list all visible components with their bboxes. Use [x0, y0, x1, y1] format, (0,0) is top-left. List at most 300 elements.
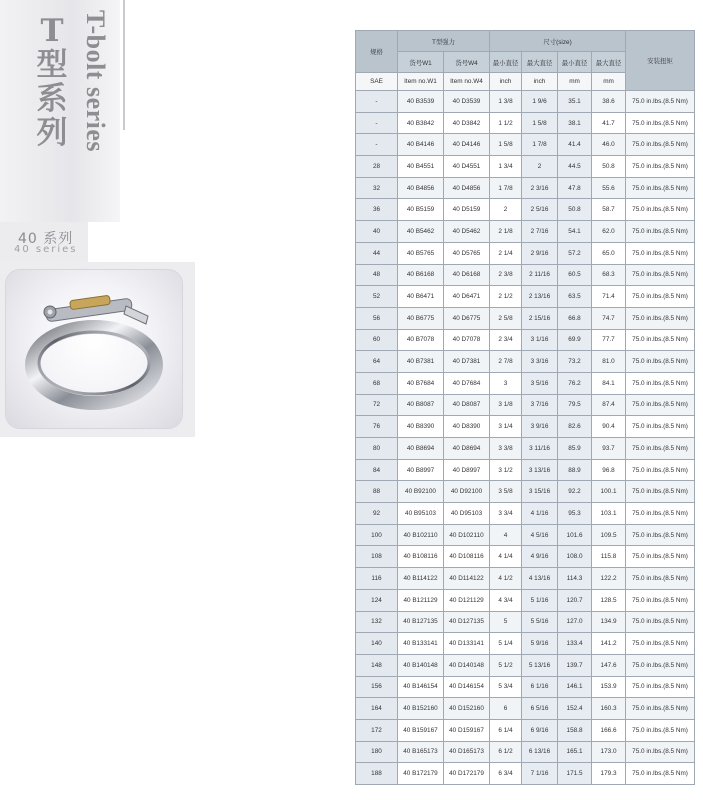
table-cell: 95.3 — [558, 503, 592, 525]
table-cell: 5 3/4 — [490, 676, 522, 698]
table-row — [356, 676, 695, 698]
table-row — [356, 568, 695, 590]
table-cell: 7 1/16 — [522, 763, 558, 785]
table-cell: 1 3/4 — [490, 156, 522, 178]
table-cell: 40 B172179 — [398, 763, 444, 785]
table-cell: 108.0 — [558, 546, 592, 568]
table-row — [356, 633, 695, 655]
table-cell: 62.0 — [592, 221, 626, 243]
table-cell: 75.0 in.lbs.(8.5 Nm) — [626, 698, 695, 720]
table-row — [356, 394, 695, 416]
table-cell: 40 B114122 — [398, 568, 444, 590]
table-cell: 55.6 — [592, 177, 626, 199]
table-cell: 40 B133141 — [398, 633, 444, 655]
table-cell: 156 — [356, 676, 398, 698]
table-cell: - — [356, 91, 398, 113]
table-cell: 2 — [522, 156, 558, 178]
table-cell: 84.1 — [592, 372, 626, 394]
table-cell: 3 13/16 — [522, 459, 558, 481]
table-cell: 75.0 in.lbs.(8.5 Nm) — [626, 524, 695, 546]
table-cell: 75.0 in.lbs.(8.5 Nm) — [626, 329, 695, 351]
table-cell: 73.2 — [558, 351, 592, 373]
table-cell: 40 B7684 — [398, 372, 444, 394]
table-cell: 40 B165173 — [398, 741, 444, 763]
table-cell: 40 B6471 — [398, 286, 444, 308]
table-row — [356, 307, 695, 329]
table-cell: 93.7 — [592, 438, 626, 460]
table-cell: 80 — [356, 438, 398, 460]
table-cell: 3 7/16 — [522, 394, 558, 416]
table-cell: 188 — [356, 763, 398, 785]
table-cell: 3 9/16 — [522, 416, 558, 438]
table-cell: 40 D6168 — [444, 264, 490, 286]
table-cell: 40 D95103 — [444, 503, 490, 525]
table-cell: 122.2 — [592, 568, 626, 590]
table-cell: 40 D121129 — [444, 589, 490, 611]
table-row — [356, 264, 695, 286]
table-cell: 92.2 — [558, 481, 592, 503]
table-cell: 2 3/4 — [490, 329, 522, 351]
spec-table — [355, 30, 695, 785]
table-cell: 4 5/16 — [522, 524, 558, 546]
table-cell: 75.0 in.lbs.(8.5 Nm) — [626, 459, 695, 481]
table-row — [356, 438, 695, 460]
table-cell: 75.0 in.lbs.(8.5 Nm) — [626, 503, 695, 525]
table-cell: 132 — [356, 611, 398, 633]
table-cell: 57.2 — [558, 242, 592, 264]
table-cell: 41.7 — [592, 112, 626, 134]
table-cell: 3 1/4 — [490, 416, 522, 438]
table-cell: 75.0 in.lbs.(8.5 Nm) — [626, 676, 695, 698]
table-cell: 75.0 in.lbs.(8.5 Nm) — [626, 719, 695, 741]
table-cell: 60.5 — [558, 264, 592, 286]
table-cell: 75.0 in.lbs.(8.5 Nm) — [626, 112, 695, 134]
table-row — [356, 351, 695, 373]
table-cell: 108 — [356, 546, 398, 568]
table-cell: 40 — [356, 221, 398, 243]
table-cell: 1 5/8 — [522, 112, 558, 134]
table-cell: 1 9/6 — [522, 91, 558, 113]
table-cell: 40 B3842 — [398, 112, 444, 134]
table-cell: 75.0 in.lbs.(8.5 Nm) — [626, 372, 695, 394]
table-cell: 40 D146154 — [444, 676, 490, 698]
table-cell: 40 B152160 — [398, 698, 444, 720]
header-spec: 规格 — [356, 31, 398, 73]
table-cell: 2 7/8 — [490, 351, 522, 373]
table-cell: 6 1/16 — [522, 676, 558, 698]
table-cell: 152.4 — [558, 698, 592, 720]
table-cell: 88 — [356, 481, 398, 503]
header-size: 尺寸(size) — [490, 31, 626, 52]
table-cell: 6 1/2 — [490, 741, 522, 763]
table-cell: 40 D4146 — [444, 134, 490, 156]
table-cell: 2 5/16 — [522, 199, 558, 221]
table-cell: 133.4 — [558, 633, 592, 655]
divider-line — [123, 0, 125, 130]
table-cell: 173.0 — [592, 741, 626, 763]
table-cell: 2 3/8 — [490, 264, 522, 286]
table-cell: 147.6 — [592, 654, 626, 676]
table-cell: 75.0 in.lbs.(8.5 Nm) — [626, 394, 695, 416]
table-cell: 40 D8390 — [444, 416, 490, 438]
table-cell: 96.8 — [592, 459, 626, 481]
table-cell: 82.6 — [558, 416, 592, 438]
spec-table-body — [356, 91, 695, 785]
table-cell: 36 — [356, 199, 398, 221]
table-cell: 40 D102110 — [444, 524, 490, 546]
table-row — [356, 589, 695, 611]
table-cell: 60 — [356, 329, 398, 351]
table-cell: 158.8 — [558, 719, 592, 741]
table-cell: 40 D127135 — [444, 611, 490, 633]
table-cell: - — [356, 134, 398, 156]
table-cell: 109.5 — [592, 524, 626, 546]
table-cell: 3 11/16 — [522, 438, 558, 460]
table-cell: 2 5/8 — [490, 307, 522, 329]
table-cell: 2 3/16 — [522, 177, 558, 199]
table-cell: 75.0 in.lbs.(8.5 Nm) — [626, 481, 695, 503]
table-cell: 1 7/8 — [490, 177, 522, 199]
table-cell: 114.3 — [558, 568, 592, 590]
table-cell: 85.9 — [558, 438, 592, 460]
table-cell: 40 B5462 — [398, 221, 444, 243]
table-cell: 44.5 — [558, 156, 592, 178]
table-cell: 75.0 in.lbs.(8.5 Nm) — [626, 589, 695, 611]
table-cell: 40 D8694 — [444, 438, 490, 460]
header-w4: 货号W4 — [444, 52, 490, 73]
table-cell: 6 — [490, 698, 522, 720]
table-cell: 63.5 — [558, 286, 592, 308]
table-cell: 64 — [356, 351, 398, 373]
unit-cell: inch — [490, 73, 522, 91]
table-cell: 40 B8997 — [398, 459, 444, 481]
table-row — [356, 156, 695, 178]
table-cell: 65.0 — [592, 242, 626, 264]
table-cell: 40 B4856 — [398, 177, 444, 199]
table-cell: 75.0 in.lbs.(8.5 Nm) — [626, 438, 695, 460]
table-cell: 40 B6775 — [398, 307, 444, 329]
table-cell: 40 B5765 — [398, 242, 444, 264]
table-cell: 160.3 — [592, 698, 626, 720]
table-cell: 128.5 — [592, 589, 626, 611]
table-cell: 40 B7078 — [398, 329, 444, 351]
table-cell: 74.7 — [592, 307, 626, 329]
table-cell: 92 — [356, 503, 398, 525]
table-cell: 54.1 — [558, 221, 592, 243]
table-cell: 47.8 — [558, 177, 592, 199]
unit-cell: inch — [522, 73, 558, 91]
table-cell: 40 B92100 — [398, 481, 444, 503]
spec-table-wrap — [355, 30, 694, 785]
table-row — [356, 741, 695, 763]
table-cell: 40 D4551 — [444, 156, 490, 178]
table-cell: 40 B127135 — [398, 611, 444, 633]
table-row — [356, 503, 695, 525]
table-row — [356, 546, 695, 568]
table-cell: 76 — [356, 416, 398, 438]
table-row — [356, 481, 695, 503]
table-cell: 84 — [356, 459, 398, 481]
table-cell: 5 9/16 — [522, 633, 558, 655]
table-cell: 1 1/2 — [490, 112, 522, 134]
table-cell: 40 D152160 — [444, 698, 490, 720]
table-cell: 75.0 in.lbs.(8.5 Nm) — [626, 633, 695, 655]
table-cell: 71.4 — [592, 286, 626, 308]
table-cell: 68.3 — [592, 264, 626, 286]
table-cell: 5 1/4 — [490, 633, 522, 655]
table-row — [356, 416, 695, 438]
table-cell: 180 — [356, 741, 398, 763]
table-row — [356, 199, 695, 221]
table-cell: 75.0 in.lbs.(8.5 Nm) — [626, 242, 695, 264]
table-cell: 1 7/8 — [522, 134, 558, 156]
sub-series-en: 40 series — [14, 244, 78, 255]
table-cell: 40 D7381 — [444, 351, 490, 373]
product-photo — [6, 270, 182, 428]
table-cell: 38.1 — [558, 112, 592, 134]
table-cell: 40 B4551 — [398, 156, 444, 178]
table-cell: 40 D3842 — [444, 112, 490, 134]
table-cell: 6 9/16 — [522, 719, 558, 741]
table-cell: 171.5 — [558, 763, 592, 785]
table-cell: 75.0 in.lbs.(8.5 Nm) — [626, 264, 695, 286]
table-cell: 2 1/8 — [490, 221, 522, 243]
table-cell: 46.0 — [592, 134, 626, 156]
header-max-inch: 最大直径 — [522, 52, 558, 73]
table-cell: 3 1/16 — [522, 329, 558, 351]
table-cell: 87.4 — [592, 394, 626, 416]
table-cell: 75.0 in.lbs.(8.5 Nm) — [626, 763, 695, 785]
table-row — [356, 177, 695, 199]
table-cell: 2 1/2 — [490, 286, 522, 308]
table-cell: 76.2 — [558, 372, 592, 394]
table-cell: 40 D165173 — [444, 741, 490, 763]
table-cell: 41.4 — [558, 134, 592, 156]
unit-cell: mm — [592, 73, 626, 91]
table-cell: 3 3/4 — [490, 503, 522, 525]
table-row — [356, 611, 695, 633]
table-cell: 75.0 in.lbs.(8.5 Nm) — [626, 156, 695, 178]
table-cell: 52 — [356, 286, 398, 308]
table-cell: 4 — [490, 524, 522, 546]
table-cell: 75.0 in.lbs.(8.5 Nm) — [626, 351, 695, 373]
table-cell: 3 3/16 — [522, 351, 558, 373]
table-cell: 124 — [356, 589, 398, 611]
table-row — [356, 372, 695, 394]
unit-cell: Item no.W1 — [398, 73, 444, 91]
table-cell: 1 3/8 — [490, 91, 522, 113]
table-cell: 75.0 in.lbs.(8.5 Nm) — [626, 286, 695, 308]
table-cell: 2 13/16 — [522, 286, 558, 308]
table-cell: 90.4 — [592, 416, 626, 438]
table-cell: 40 D5159 — [444, 199, 490, 221]
table-cell: 146.1 — [558, 676, 592, 698]
table-cell: 40 D5765 — [444, 242, 490, 264]
table-cell: 5 13/16 — [522, 654, 558, 676]
header-w1: 货号W1 — [398, 52, 444, 73]
table-cell: 75.0 in.lbs.(8.5 Nm) — [626, 568, 695, 590]
table-cell: 40 D4856 — [444, 177, 490, 199]
table-cell: 5 1/2 — [490, 654, 522, 676]
table-cell: 40 D172179 — [444, 763, 490, 785]
table-row — [356, 654, 695, 676]
table-cell: 35.1 — [558, 91, 592, 113]
table-cell: 28 — [356, 156, 398, 178]
table-cell: 3 1/8 — [490, 394, 522, 416]
table-cell: 127.0 — [558, 611, 592, 633]
table-cell: 141.2 — [592, 633, 626, 655]
table-cell: 58.7 — [592, 199, 626, 221]
table-cell: 172 — [356, 719, 398, 741]
table-cell: 40 D6775 — [444, 307, 490, 329]
table-cell: 69.9 — [558, 329, 592, 351]
table-cell: 40 B4146 — [398, 134, 444, 156]
unit-cell: Item no.W4 — [444, 73, 490, 91]
header-torque: 安装扭矩 — [626, 31, 695, 91]
table-cell: 3 — [490, 372, 522, 394]
table-cell: 5 — [490, 611, 522, 633]
unit-cell: SAE — [356, 73, 398, 91]
table-cell: 75.0 in.lbs.(8.5 Nm) — [626, 134, 695, 156]
table-cell: 101.6 — [558, 524, 592, 546]
table-cell: 75.0 in.lbs.(8.5 Nm) — [626, 741, 695, 763]
table-row — [356, 221, 695, 243]
table-cell: 140 — [356, 633, 398, 655]
table-cell: 40 B140148 — [398, 654, 444, 676]
table-cell: 38.6 — [592, 91, 626, 113]
table-cell: 3 5/16 — [522, 372, 558, 394]
table-cell: 40 D92100 — [444, 481, 490, 503]
table-cell: 75.0 in.lbs.(8.5 Nm) — [626, 199, 695, 221]
table-cell: 40 B102110 — [398, 524, 444, 546]
table-cell: 40 B7381 — [398, 351, 444, 373]
table-cell: 79.5 — [558, 394, 592, 416]
table-cell: 6 3/4 — [490, 763, 522, 785]
table-cell: 3 1/2 — [490, 459, 522, 481]
table-row — [356, 242, 695, 264]
series-title-en-wrap — [82, 10, 122, 180]
table-cell: 2 — [490, 199, 522, 221]
table-cell: 4 1/4 — [490, 546, 522, 568]
table-cell: 40 D7684 — [444, 372, 490, 394]
header-min-mm: 最小直径 — [558, 52, 592, 73]
table-cell: 40 B159167 — [398, 719, 444, 741]
table-cell: 40 D8087 — [444, 394, 490, 416]
table-cell: 75.0 in.lbs.(8.5 Nm) — [626, 307, 695, 329]
table-cell: 40 B121129 — [398, 589, 444, 611]
table-cell: 50.8 — [558, 199, 592, 221]
table-cell: 5 1/16 — [522, 589, 558, 611]
table-cell: 116 — [356, 568, 398, 590]
table-cell: 3 15/16 — [522, 481, 558, 503]
table-cell: 50.8 — [592, 156, 626, 178]
table-cell: 40 D3539 — [444, 91, 490, 113]
table-cell: 40 B108116 — [398, 546, 444, 568]
table-cell: 88.9 — [558, 459, 592, 481]
table-cell: 40 D159167 — [444, 719, 490, 741]
table-cell: 44 — [356, 242, 398, 264]
table-cell: 75.0 in.lbs.(8.5 Nm) — [626, 91, 695, 113]
table-row — [356, 459, 695, 481]
header-strength: T型强力 — [398, 31, 490, 52]
table-cell: 40 B146154 — [398, 676, 444, 698]
table-cell: 103.1 — [592, 503, 626, 525]
table-cell: 40 D8997 — [444, 459, 490, 481]
table-row — [356, 524, 695, 546]
table-cell: 40 B8087 — [398, 394, 444, 416]
table-cell: 4 13/16 — [522, 568, 558, 590]
table-cell: 66.8 — [558, 307, 592, 329]
table-cell: 40 D114122 — [444, 568, 490, 590]
table-cell: 75.0 in.lbs.(8.5 Nm) — [626, 611, 695, 633]
table-cell: 148 — [356, 654, 398, 676]
table-cell: 2 1/4 — [490, 242, 522, 264]
table-row — [356, 698, 695, 720]
table-row — [356, 91, 695, 113]
table-cell: 81.0 — [592, 351, 626, 373]
table-cell: 5 5/16 — [522, 611, 558, 633]
table-row — [356, 286, 695, 308]
sub-series-cn: 40 系列 — [18, 231, 74, 247]
table-cell: 2 15/16 — [522, 307, 558, 329]
table-cell: - — [356, 112, 398, 134]
table-cell: 40 D133141 — [444, 633, 490, 655]
table-cell: 68 — [356, 372, 398, 394]
table-cell: 134.9 — [592, 611, 626, 633]
table-cell: 4 1/16 — [522, 503, 558, 525]
table-cell: 75.0 in.lbs.(8.5 Nm) — [626, 221, 695, 243]
table-cell: 3 5/8 — [490, 481, 522, 503]
table-cell: 120.7 — [558, 589, 592, 611]
table-cell: 2 9/16 — [522, 242, 558, 264]
table-cell: 75.0 in.lbs.(8.5 Nm) — [626, 177, 695, 199]
table-cell: 3 3/8 — [490, 438, 522, 460]
table-cell: 164 — [356, 698, 398, 720]
table-cell: 40 D108116 — [444, 546, 490, 568]
table-cell: 75.0 in.lbs.(8.5 Nm) — [626, 546, 695, 568]
table-cell: 40 D140148 — [444, 654, 490, 676]
table-cell: 166.6 — [592, 719, 626, 741]
table-cell: 179.3 — [592, 763, 626, 785]
table-cell: 40 B6168 — [398, 264, 444, 286]
table-cell: 32 — [356, 177, 398, 199]
table-cell: 6 5/16 — [522, 698, 558, 720]
table-row — [356, 763, 695, 785]
table-cell: 4 3/4 — [490, 589, 522, 611]
table-cell: 75.0 in.lbs.(8.5 Nm) — [626, 654, 695, 676]
table-cell: 40 B8694 — [398, 438, 444, 460]
table-cell: 56 — [356, 307, 398, 329]
header-max-mm: 最大直径 — [592, 52, 626, 73]
table-cell: 72 — [356, 394, 398, 416]
header-min-inch: 最小直径 — [490, 52, 522, 73]
table-cell: 100.1 — [592, 481, 626, 503]
table-cell: 6 1/4 — [490, 719, 522, 741]
table-cell: 77.7 — [592, 329, 626, 351]
table-cell: 2 11/16 — [522, 264, 558, 286]
table-cell: 4 9/16 — [522, 546, 558, 568]
table-row — [356, 329, 695, 351]
table-cell: 6 13/16 — [522, 741, 558, 763]
table-row — [356, 719, 695, 741]
tbolt-clamp-icon — [6, 270, 182, 428]
unit-cell: mm — [558, 73, 592, 91]
table-cell: 48 — [356, 264, 398, 286]
table-cell: 4 1/2 — [490, 568, 522, 590]
table-cell: 40 D5462 — [444, 221, 490, 243]
table-cell: 40 B5159 — [398, 199, 444, 221]
table-cell: 75.0 in.lbs.(8.5 Nm) — [626, 416, 695, 438]
